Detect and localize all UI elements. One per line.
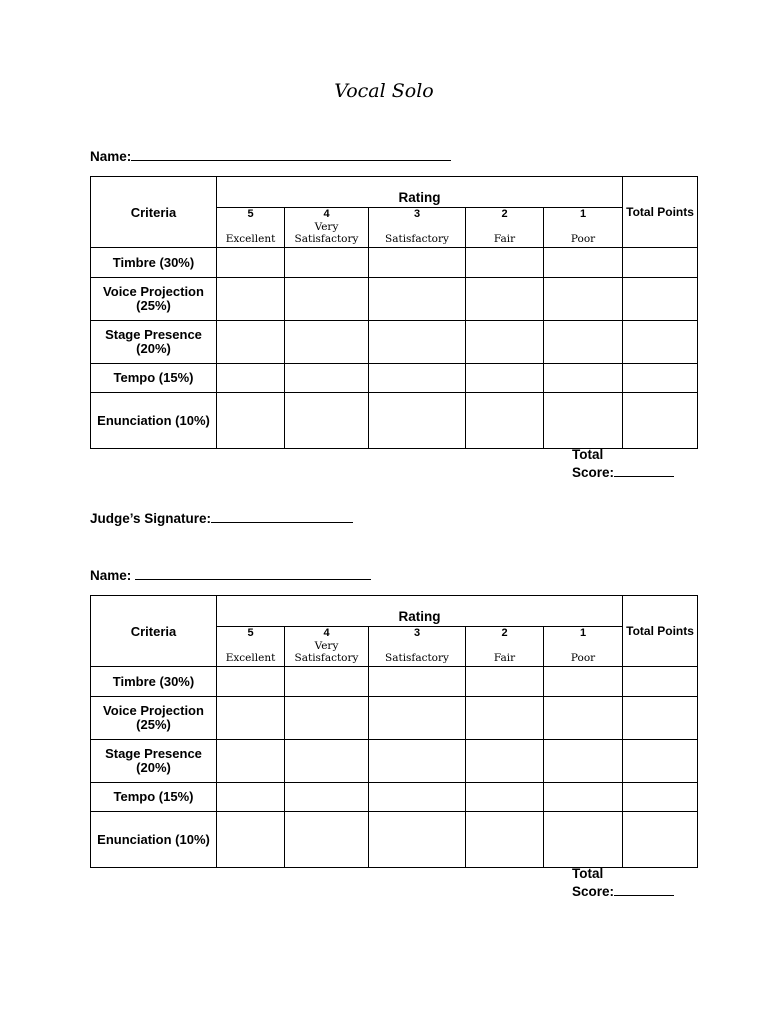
table-row (91, 321, 698, 364)
total-points-cell[interactable] (623, 740, 698, 783)
rating-cell[interactable] (544, 278, 623, 321)
total-label: Total (572, 866, 604, 881)
rating-cell[interactable] (544, 740, 623, 783)
rating-cell[interactable] (544, 812, 623, 868)
rating-cell[interactable] (466, 393, 544, 449)
rating-cell[interactable] (285, 812, 369, 868)
score-label: Score: (572, 884, 615, 899)
rubric-table-2 (90, 595, 698, 868)
rating-label: Very Satisfactory (294, 639, 359, 664)
name-field-2 (90, 567, 371, 583)
total-points-header: Total Points (623, 596, 698, 667)
rating-cell[interactable] (217, 278, 285, 321)
rating-label: Excellent (225, 233, 276, 245)
total-points-cell[interactable] (623, 248, 698, 278)
rating-cell[interactable] (285, 697, 369, 740)
rating-cell[interactable] (369, 740, 466, 783)
rating-cell[interactable] (466, 321, 544, 364)
rating-header: Rating (217, 177, 623, 208)
rating-cell[interactable] (466, 812, 544, 868)
rating-cell[interactable] (217, 740, 285, 783)
name-field-1 (90, 148, 451, 164)
rating-cell[interactable] (285, 667, 369, 697)
rating-score: 5 (247, 627, 254, 639)
rating-label: Poor (570, 652, 596, 664)
rating-column-5 (217, 208, 285, 248)
rating-cell[interactable] (369, 783, 466, 812)
rating-score: 4 (323, 208, 330, 220)
rating-cell[interactable] (544, 364, 623, 393)
rating-score: 5 (247, 208, 254, 220)
table-row (91, 783, 698, 812)
rating-cell[interactable] (544, 393, 623, 449)
rating-cell[interactable] (285, 783, 369, 812)
rating-column-1 (544, 208, 623, 248)
rating-cell[interactable] (217, 321, 285, 364)
total-points-cell[interactable] (623, 783, 698, 812)
total-score-2 (572, 865, 674, 901)
table-row (91, 667, 698, 697)
criteria-cell: Enunciation (10%) (91, 812, 217, 868)
criteria-cell: Voice Projection (25%) (91, 697, 217, 740)
rating-label: Very Satisfactory (294, 220, 359, 245)
rating-cell[interactable] (285, 740, 369, 783)
rating-column-3 (369, 627, 466, 667)
rating-column-5 (217, 627, 285, 667)
rating-score: 2 (501, 208, 508, 220)
rating-column-3 (369, 208, 466, 248)
rating-cell[interactable] (369, 697, 466, 740)
document-title: Vocal Solo (334, 80, 434, 102)
table-row (91, 740, 698, 783)
rating-label: Poor (570, 233, 596, 245)
rating-score: 4 (323, 627, 330, 639)
total-points-cell[interactable] (623, 321, 698, 364)
rating-cell[interactable] (217, 364, 285, 393)
rating-score: 1 (579, 208, 587, 220)
total-points-cell[interactable] (623, 278, 698, 321)
rating-cell[interactable] (544, 321, 623, 364)
rating-cell[interactable] (217, 248, 285, 278)
rating-cell[interactable] (285, 278, 369, 321)
rating-cell[interactable] (369, 364, 466, 393)
rating-cell[interactable] (217, 393, 285, 449)
rating-header: Rating (217, 596, 623, 627)
rating-label: Fair (493, 233, 516, 245)
criteria-cell: Stage Presence (20%) (91, 321, 217, 364)
table-row (91, 393, 698, 449)
rating-cell[interactable] (369, 812, 466, 868)
rating-column-1 (544, 627, 623, 667)
rating-cell[interactable] (285, 393, 369, 449)
criteria-cell: Tempo (15%) (91, 783, 217, 812)
rating-cell[interactable] (369, 278, 466, 321)
rating-cell[interactable] (217, 783, 285, 812)
rubric-table-1 (90, 176, 698, 449)
total-points-header: Total Points (623, 177, 698, 248)
total-points-cell[interactable] (623, 697, 698, 740)
total-score-1 (572, 446, 674, 482)
criteria-header: Criteria (91, 596, 217, 667)
name-label: Name: (90, 149, 132, 164)
score-blank-2[interactable] (614, 883, 674, 896)
rating-cell[interactable] (466, 248, 544, 278)
table-row (91, 248, 698, 278)
total-points-cell[interactable] (623, 393, 698, 449)
rating-cell[interactable] (466, 697, 544, 740)
rating-cell[interactable] (217, 812, 285, 868)
rating-cell[interactable] (217, 697, 285, 740)
rating-cell[interactable] (369, 393, 466, 449)
rating-label: Satisfactory (385, 652, 449, 664)
rating-cell[interactable] (285, 248, 369, 278)
table-row (91, 812, 698, 868)
rating-score: 3 (413, 627, 421, 639)
total-points-cell[interactable] (623, 667, 698, 697)
rating-column-2 (466, 208, 544, 248)
rating-column-4 (285, 208, 369, 248)
rating-cell[interactable] (369, 321, 466, 364)
signature-label: Judge’s Signature: (90, 511, 212, 526)
criteria-cell: Enunciation (10%) (91, 393, 217, 449)
rating-score: 2 (501, 627, 508, 639)
rating-cell[interactable] (544, 697, 623, 740)
table-row (91, 364, 698, 393)
criteria-cell: Tempo (15%) (91, 364, 217, 393)
rating-cell[interactable] (217, 667, 285, 697)
score-label: Score: (572, 465, 615, 480)
total-points-cell[interactable] (623, 364, 698, 393)
criteria-cell: Stage Presence (20%) (91, 740, 217, 783)
rating-cell[interactable] (466, 364, 544, 393)
rating-cell[interactable] (544, 667, 623, 697)
score-blank-1[interactable] (614, 464, 674, 477)
rating-column-2 (466, 627, 544, 667)
rating-label: Fair (493, 652, 516, 664)
rating-label: Excellent (225, 652, 276, 664)
rating-cell[interactable] (369, 248, 466, 278)
rating-cell[interactable] (466, 278, 544, 321)
name-label: Name: (90, 568, 132, 583)
name-blank-1[interactable] (131, 148, 451, 161)
rating-label: Satisfactory (385, 233, 449, 245)
criteria-cell: Timbre (30%) (91, 248, 217, 278)
judge-signature (90, 510, 353, 526)
rating-cell[interactable] (369, 667, 466, 697)
rating-column-4 (285, 627, 369, 667)
criteria-cell: Voice Projection (25%) (91, 278, 217, 321)
rating-cell[interactable] (544, 783, 623, 812)
total-points-cell[interactable] (623, 812, 698, 868)
rating-cell[interactable] (466, 667, 544, 697)
rating-cell[interactable] (544, 248, 623, 278)
rating-cell[interactable] (285, 364, 369, 393)
rating-score: 3 (413, 208, 421, 220)
rating-score: 1 (579, 627, 587, 639)
table-row (91, 278, 698, 321)
signature-blank[interactable] (211, 510, 353, 523)
total-label: Total (572, 447, 604, 462)
criteria-cell: Timbre (30%) (91, 667, 217, 697)
name-blank-2[interactable] (135, 567, 371, 580)
criteria-header: Criteria (91, 177, 217, 248)
rating-cell[interactable] (466, 783, 544, 812)
table-row (91, 697, 698, 740)
rating-cell[interactable] (285, 321, 369, 364)
rating-cell[interactable] (466, 740, 544, 783)
